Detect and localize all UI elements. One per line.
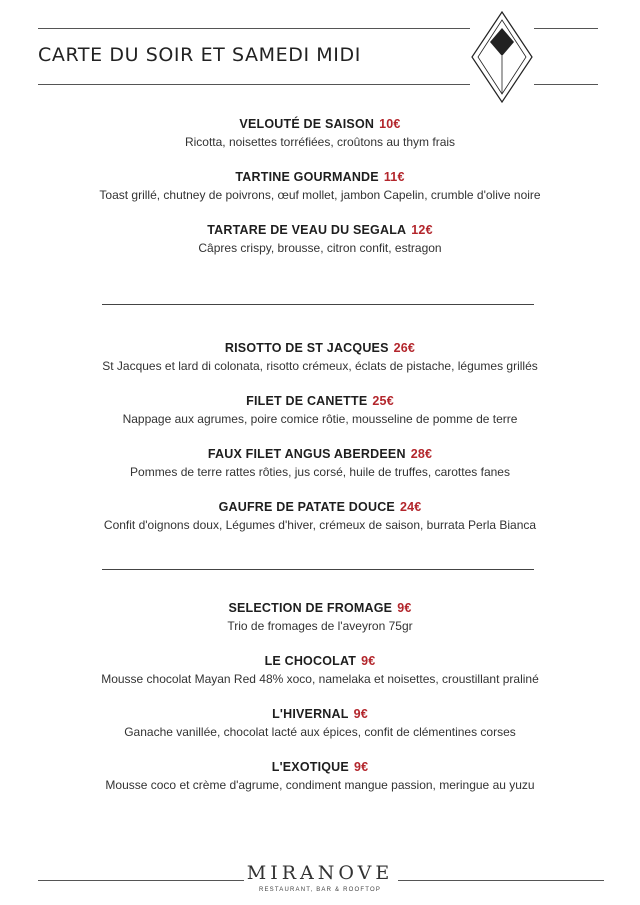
dish-description: Mousse coco et crème d'agrume, condiment mangue passion, meringue au yuzu [105, 778, 535, 792]
dish-price: 9€ [353, 760, 369, 774]
dish-name: VELOUTÉ DE SAISON [239, 117, 375, 131]
dish-description: Mousse chocolat Mayan Red 48% xoco, namelaka et noisettes, croustillant praliné [101, 672, 539, 686]
dish-name: L'HIVERNAL [272, 707, 349, 721]
dish-description: Câpres crispy, brousse, citron confit, estragon [198, 241, 442, 255]
menu-item [0, 499, 640, 533]
menu-section-mains [0, 340, 640, 533]
menu-item [0, 169, 640, 203]
dish-price: 10€ [379, 117, 401, 131]
dish-name: RISOTTO DE ST JACQUES [224, 341, 389, 355]
section-divider [102, 569, 534, 570]
dish-name: FILET DE CANETTE [246, 394, 368, 408]
dish-price: 25€ [372, 394, 394, 408]
menu-section-starters [0, 116, 640, 256]
dish-price: 26€ [393, 341, 416, 355]
dish-description: Ganache vanillée, chocolat lacté aux épices, confit de clémentines corses [124, 725, 516, 739]
dish-name: SELECTION DE FROMAGE [228, 601, 393, 615]
menu-item [0, 222, 640, 256]
menu-item [0, 116, 640, 150]
dish-price: 9€ [353, 707, 368, 721]
brand-logo: MIRANOVE [246, 862, 394, 884]
dish-price: 9€ [397, 601, 412, 615]
dish-description: Nappage aux agrumes, poire comice rôtie, mousseline de pomme de terre [122, 412, 518, 426]
dish-name: L'EXOTIQUE [271, 760, 349, 774]
dish-description: Toast grillé, chutney de poivrons, œuf mollet, jambon Capelin, crumble d'olive noire [99, 188, 541, 202]
dish-price: 28€ [410, 447, 433, 461]
menu-item [0, 600, 640, 634]
menu-item [0, 759, 640, 793]
footer-right-line [398, 880, 604, 881]
dish-description: Confit d'oignons doux, Légumes d'hiver, crémeux de saison, burrata Perla Bianca [103, 518, 537, 532]
dish-description: Trio de fromages de l'aveyron 75gr [227, 619, 413, 633]
menu-section-desserts [0, 600, 640, 793]
menu-item [0, 340, 640, 374]
menu-item [0, 706, 640, 740]
dish-name: FAUX FILET ANGUS ABERDEEN [207, 447, 406, 461]
page-title: CARTE DU SOIR ET SAMEDI MIDI [38, 44, 361, 66]
dish-name: LE CHOCOLAT [264, 654, 357, 668]
menu-item [0, 393, 640, 427]
menu-item [0, 653, 640, 687]
section-divider [102, 304, 534, 305]
dish-description: Pommes de terre rattes rôties, jus corsé, huile de truffes, carottes fanes [130, 465, 510, 479]
dish-name: GAUFRE DE PATATE DOUCE [218, 500, 395, 514]
menu-item [0, 446, 640, 480]
dish-price: 24€ [399, 500, 422, 514]
dish-price: 11€ [383, 170, 405, 184]
dish-price: 9€ [361, 654, 376, 668]
dish-description: St Jacques et lard di colonata, risotto crémeux, éclats de pistache, légumes grillés [102, 359, 538, 373]
diamond-emblem-icon [470, 10, 534, 104]
dish-name: TARTINE GOURMANDE [235, 170, 379, 184]
dish-description: Ricotta, noisettes torréfiées, croûtons au thym frais [184, 135, 456, 149]
footer-left-line [38, 880, 244, 881]
dish-price: 12€ [411, 223, 433, 237]
brand-tagline: RESTAURANT, BAR & ROOFTOP [258, 887, 382, 893]
dish-name: TARTARE DE VEAU DU SEGALA [207, 223, 407, 237]
